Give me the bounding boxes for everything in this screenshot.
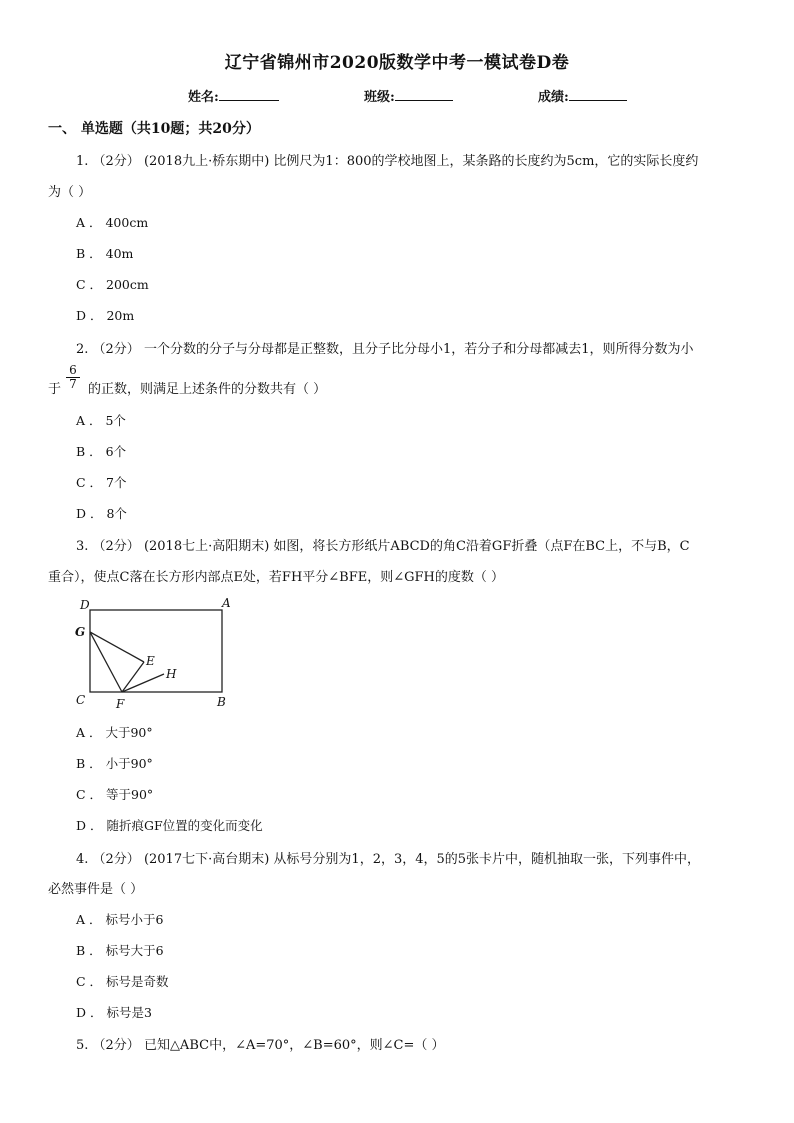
section-heading: 一、 单选题（共10题；共20分） (48, 121, 260, 137)
question-3-option-c: C ． 等于90° (76, 787, 154, 802)
exam-title: 辽宁省锦州市2020版数学中考一模试卷D卷 (224, 53, 570, 73)
label-c: C (76, 693, 86, 707)
question-1-option-c: C ． 200cm (76, 277, 149, 292)
question-4-option-d: D ． 标号是3 (76, 1005, 152, 1020)
class-label: 班级: (364, 90, 395, 105)
name-blank (219, 86, 279, 101)
class-field (364, 86, 453, 105)
label-b: B (217, 695, 226, 709)
fraction-numerator: 6 (66, 364, 80, 378)
fold-diagram (72, 594, 242, 714)
question-4-stem: 4. （2分） (2017七下·高台期末) 从标号分别为1，2，3，4，5的5张卡片中，随机抽取一张，下列事件中， (76, 852, 701, 867)
question-3-stem-cont: 重合），使点C落在长方形内部点E处，若FH平分∠BFE，则∠GFH的度数（ ） (48, 570, 505, 585)
name-label: 姓名: (188, 90, 219, 105)
question-2-option-c: C ． 7个 (76, 475, 127, 490)
question-4-stem-cont: 必然事件是（ ） (48, 882, 144, 897)
class-blank (395, 86, 453, 101)
question-4-option-a: A ． 标号小于6 (76, 912, 164, 927)
label-h: H (166, 667, 177, 681)
question-4-option-c: C ． 标号是奇数 (76, 974, 169, 989)
question-1-stem: 1. （2分） (2018九上·桥东期中) 比例尺为1：800的学校地图上，某条路的长度约为5cm，它的实际长度约 (76, 154, 699, 169)
label-d: D (80, 598, 90, 612)
label-g: G (75, 625, 86, 639)
score-blank (569, 86, 627, 101)
question-3-option-d: D ． 随折痕GF位置的变化而变化 (76, 818, 263, 833)
question-3-option-a: A ． 大于90° (76, 725, 153, 740)
question-5-stem: 5. （2分） 已知△ABC中，∠A=70°，∠B=60°，则∠C=（ ） (76, 1038, 445, 1053)
label-e: E (146, 654, 155, 668)
rectangle-fold-figure (72, 594, 242, 714)
question-2-stem-prefix: 于 (48, 382, 62, 397)
question-1-option-b: B ． 40m (76, 246, 134, 261)
fraction-denominator: 7 (69, 377, 77, 391)
rectangle-abcd (90, 610, 222, 692)
question-1-stem-cont: 为（ ） (48, 185, 92, 200)
question-2-stem: 2. （2分） 一个分数的分子与分母都是正整数，且分子比分母小1，若分子和分母都减去1，则所得分数为小 (76, 342, 694, 357)
question-1-option-d: D ． 20m (76, 308, 135, 323)
score-field (538, 86, 627, 105)
score-label: 成绩: (538, 90, 569, 105)
name-field (188, 86, 279, 105)
question-2-stem-suffix: 的正数，则满足上述条件的分数共有（ ） (88, 382, 327, 397)
question-3-stem: 3. （2分） (2018七上·高阳期末) 如图，将长方形纸片ABCD的角C沿着GF折叠（点F在BC上，不与B，C (76, 539, 690, 554)
fraction-six-sevenths (66, 364, 80, 391)
student-info-row (0, 86, 794, 106)
question-2-option-d: D ． 8个 (76, 506, 127, 521)
question-2-option-b: B ． 6个 (76, 444, 127, 459)
label-f: F (116, 697, 125, 711)
label-a: A (222, 596, 231, 610)
question-3-option-b: B ． 小于90° (76, 756, 153, 771)
question-2-option-a: A ． 5个 (76, 413, 126, 428)
question-1-option-a: A ． 400cm (76, 215, 149, 230)
question-4-option-b: B ． 标号大于6 (76, 943, 164, 958)
